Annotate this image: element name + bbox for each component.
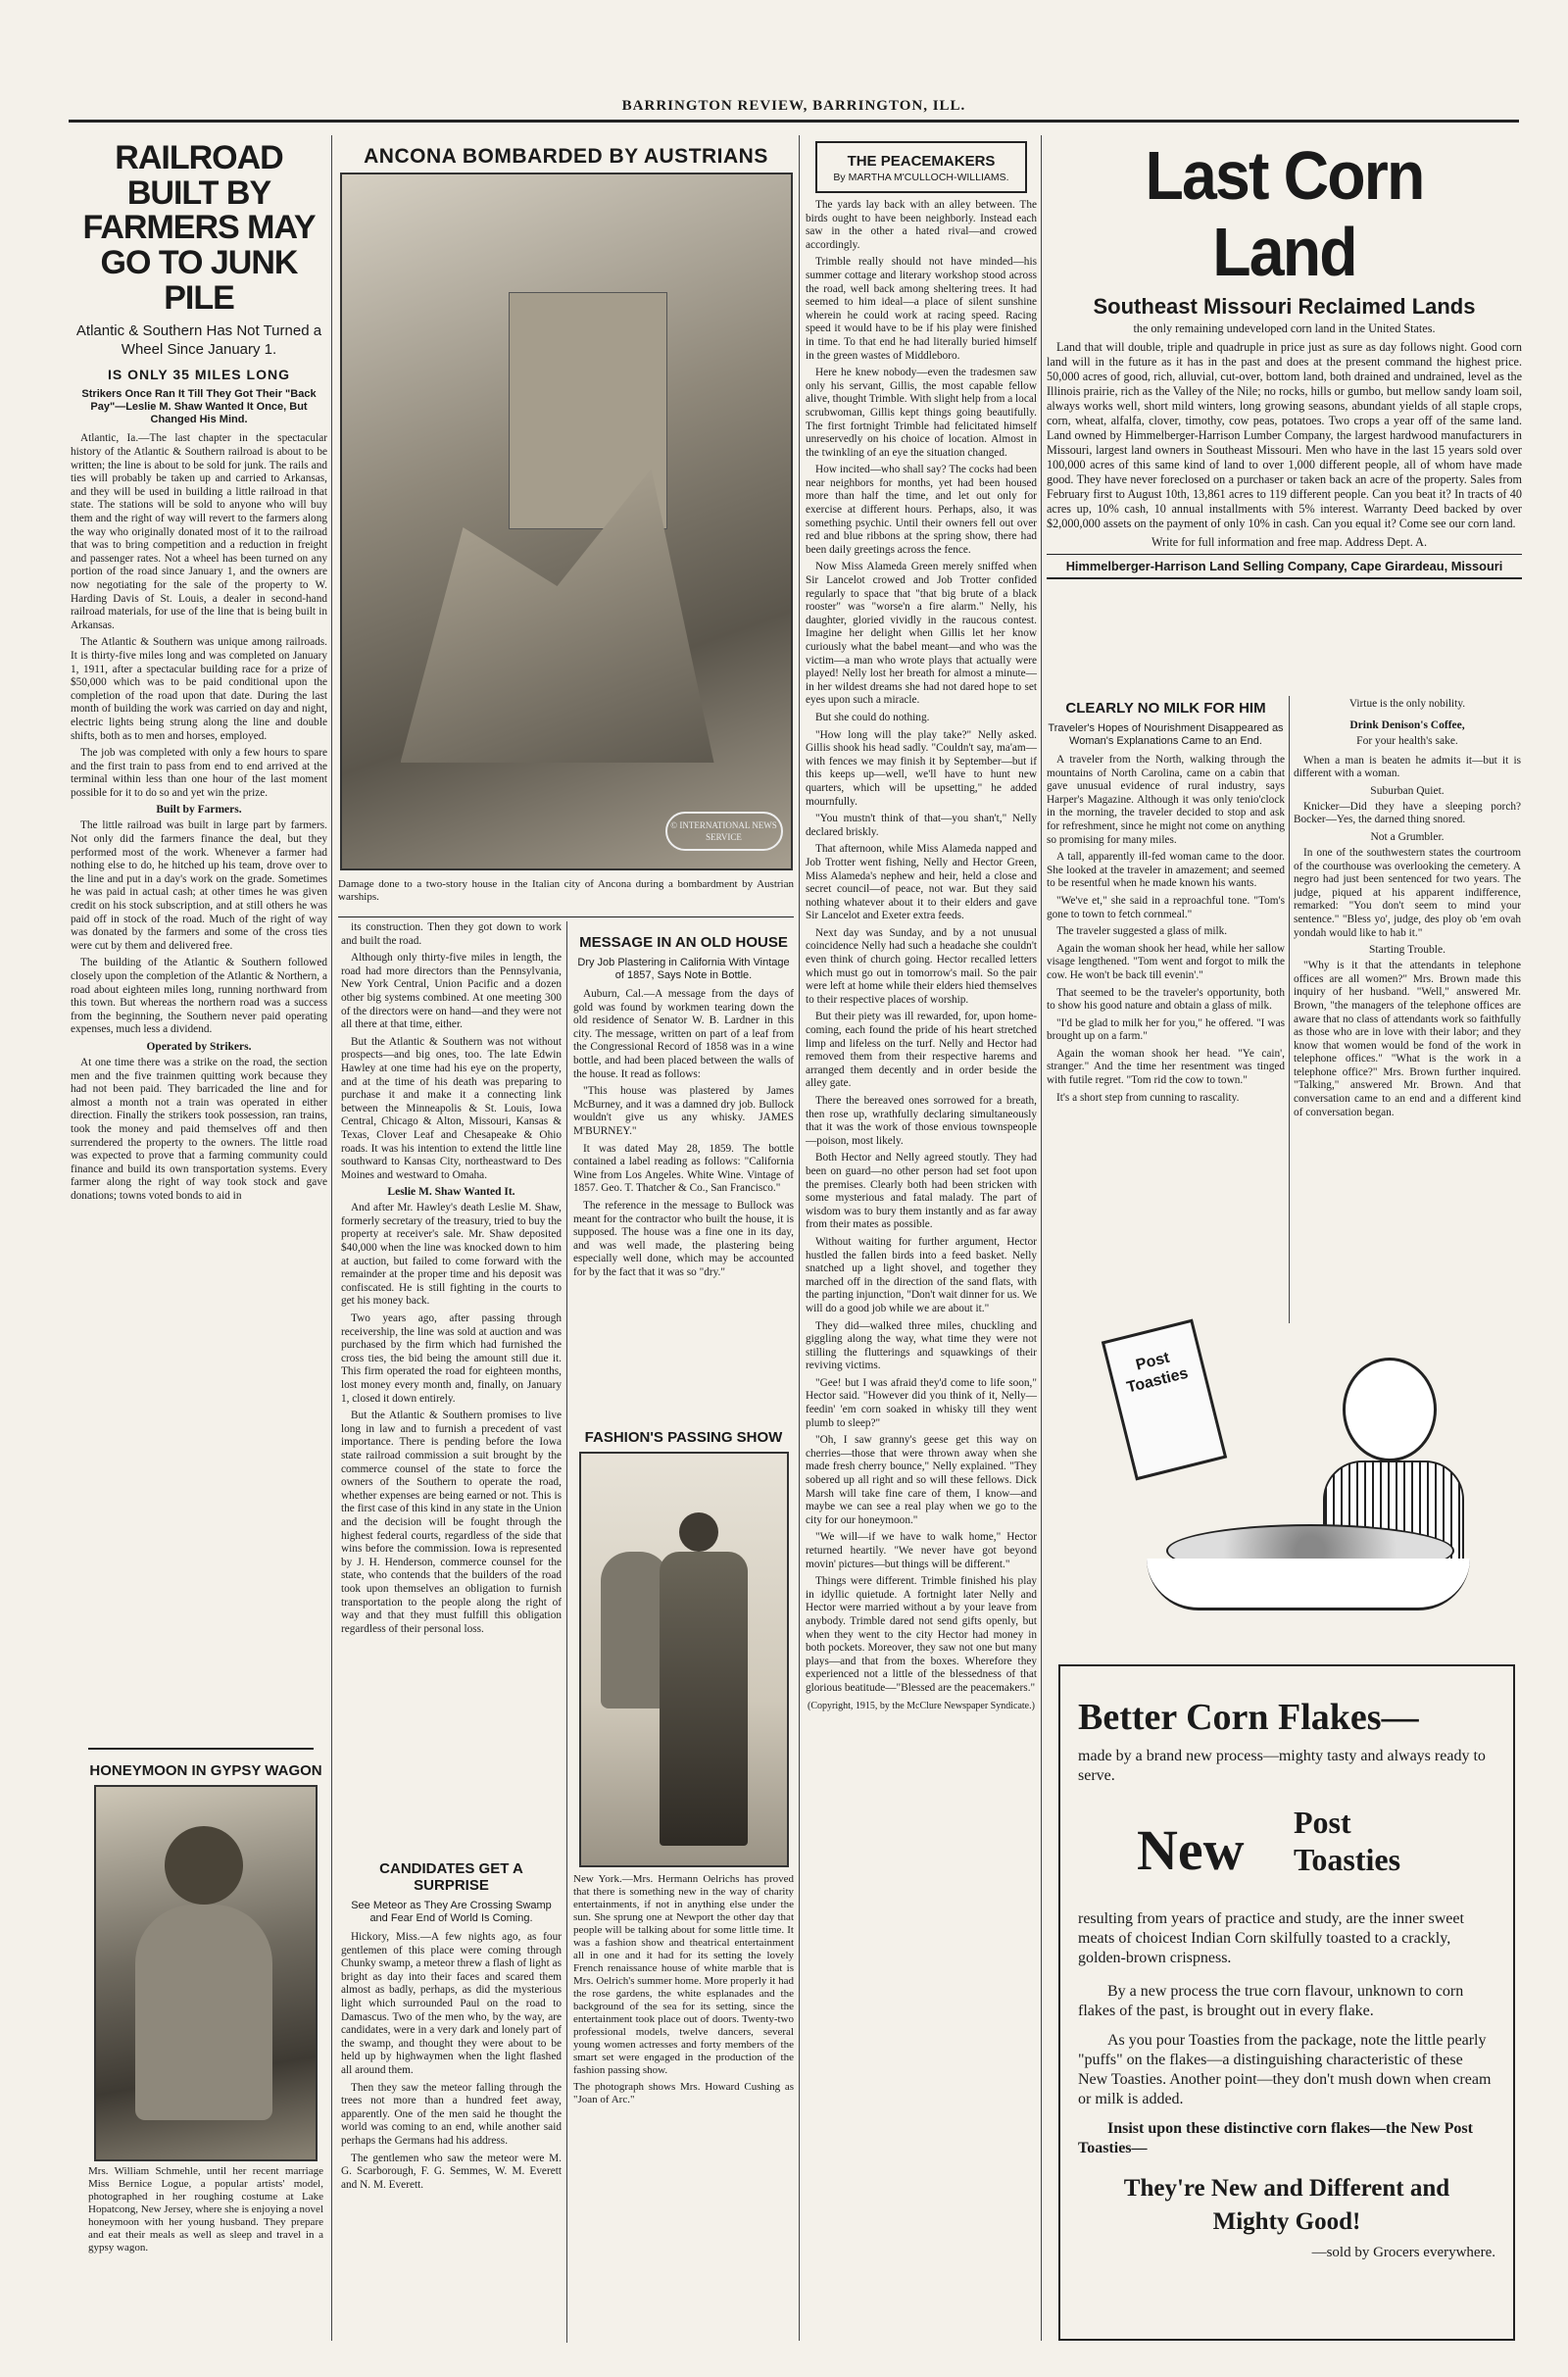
corn-land-ad xyxy=(1047,137,1522,691)
railroad-paragraph: The Atlantic & Southern was unique among railroads. It is thirty-five miles long and was completed on January 1, 1911, after a spectacular building race for a prize of $50,000 which was to be paid conditional upon the completion of the road upon that date. During the last month of building the work was carried on day and night, electric lights being strung along the line and double shifts, both as to men and horses, employed. xyxy=(71,636,327,742)
filler-quiet: Knicker—Did they have a sleeping porch? Bocker—Yes, the darned thing snored. xyxy=(1294,800,1521,826)
story-paragraph: Now Miss Alameda Green merely sniffed when Sir Lancelot crowed and Job Trotter confided regularly to space that "that big brute of a black rooster" was "worse'n a fire alarm." Nelly, his daughter, gloried vividly in the raucous contest. Imagine her delight when Gillis let her know curiously what the babel meant—and who was the victim—a man who wrote plays that actually were played! Nelly lost her breath for almost a minute—in her wildest dreams she had not dared hope to set eyes upon such a miracle. xyxy=(806,561,1037,707)
story-paragraph: "Gee! but I was afraid they'd come to life soon," Hector said. "However did you think of it, Nelly—feedin' 'em corn soaked in whisky till they went plumb to sleep?" xyxy=(806,1376,1037,1429)
railroad-paragraph: But the Atlantic & Southern promises to live long in law and to furnish a precedent of vast importance. There is pending before the Iowa state railroad commission a suit brought by the commerce counsel of the state to force the owners of the Southern to operate the road, whether expenses are being earned or not. This is the first case of this kind in any state in the Union and the decision will be fought through the highest federal courts, regardless of the side that wins before the commission. Iowa is represented by J. H. Henderson, commerce counsel for the state, who contends that the builders of the road took upon themselves an obligation to furnish transportation to the people along the right of way and that they must fulfill this obligation regardless of their personal loss. xyxy=(341,1410,562,1635)
honeymoon-article xyxy=(88,1755,323,2333)
candidates-deck: See Meteor as They Are Crossing Swamp and Fear End of World Is Coming. xyxy=(351,1900,552,1924)
corn-land-text: Land that will double, triple and quadruple in price just as sure as day follows night. Good corn land will in the future as it has in the past and does at the present command the highest price. 50,000 acres of good, rich, alluvial, cut-over, bottom land, both drained and undrained, level as the Illinois prairie, rich as the Valley of the Nile; no rocks, hills or gumbo, but mellow sandy loam soil, always works well, short mild winters, long growing seasons, abundant yields of all staple crops, corn, wheat, alfalfa, clover, timothy, cow peas, potatoes. Two crops a year off of the same land. Land owned by Himmelberger-Harrison Lumber Company, the largest hardwood manufacturers in Missouri, largest land owners in Southeast Missouri. Men who have in the last 15 years sold over 100,000 acres of this same kind of land to over 1,000 different people, all of whom have made good. They have never foreclosed on a purchaser or taken back an acre of the property. Sales from February first to August 10th, 13,861 acres to 119 different people. Can you beat it? In tracts of 40 acres up, 10% cash, 10 annual installments with 5% interest. Warranty Deed backed by over $2,000,000 assets on the payment of only 10% in cash. Can you equal it? Come see our corn land. xyxy=(1047,340,1522,530)
story-paragraph: Both Hector and Nelly agreed stoutly. They had been on guard—no other person had set foot upon the premises. Clearly both had been stricken with some mysterious and fatal malady. The part of wisdom was to bury them instantly and as far away from their mates as possible. xyxy=(806,1152,1037,1231)
masthead: BARRINGTON REVIEW, BARRINGTON, ILL. xyxy=(621,98,966,114)
story-paragraph: "Oh, I saw granny's geese get this way on cherries—those that were thrown away when she made fresh cherry bounce," Nelly explained. "They sobered up all right and so will these fellows. Dick Marsh will take fine care of them, I know—and maybe we can see a real play when we go to the city for our honeymoon." xyxy=(806,1434,1037,1526)
railroad-paragraph: At one time there was a strike on the road, the section men and the five trainmen quitting work because they had not been paid. They barricaded the line and for almost a month not a train was operated in either direction. Finally the strikers took possession, ran trains, took the money and paid themselves off and then surrendered the property to the owners. The little road was expected to prove that a farming community could finance and build its own transportation systems. Every farmer along the right of way took stock and gave donations; towns voted bonds to aid in xyxy=(71,1056,327,1202)
toasties-slogan: They're New and Different and Mighty Good! xyxy=(1123,2175,1450,2235)
story-paragraph: Here he knew nobody—even the tradesmen saw only his servant, Gillis, the most capable fellow alive, thought Trimble. With slight help from a local scrubwoman, Gillis kept things going beautifully. The first fortnight Trimble had felicitated himself unreservedly on his choice of location. Almost in the twinkling of an eye the situation changed. xyxy=(806,367,1037,459)
toasties-text: By a new process the true corn flavour, unknown to corn flakes of the past, is brought out in every flake. xyxy=(1078,1983,1464,2019)
story-paragraph: Things were different. Trimble finished his play in idyllic quietude. A fortnight later Nelly and Hector were married without a by your leave from anybody. Trimble dared not send gifts openly, but when they went to the city Hector had money in both pockets. Moreover, they saw not one but many plays—and that from the boxes. Wherefore they experienced not a little of the blessedness of that glorious beatitude—"Blessed are the peacemakers." xyxy=(806,1575,1037,1694)
railroad-paragraph: Although only thirty-five miles in length, the road had more directors than the Pennsylvania, New York Central, Union Pacific and a dozen other big systems combined. At one meeting 300 of the directors were on hand—and they were not all there at that time, either. xyxy=(341,952,562,1031)
coffee-ad-title: Drink Denison's Coffee, xyxy=(1349,718,1465,731)
railroad-subhead: Leslie M. Shaw Wanted It. xyxy=(387,1186,515,1199)
peacemakers-title-box xyxy=(815,141,1027,193)
railroad-headline: RAILROAD BUILT BY FARMERS MAY GO TO JUNK PILE xyxy=(82,139,316,317)
ancona-caption: Damage done to a two-story house in the Italian city of Ancona during a bombardment by Austrian warships. xyxy=(338,878,794,903)
toasties-brand-name: Post Toasties xyxy=(1294,1805,1401,1877)
candidates-article xyxy=(341,1853,562,2343)
railroad-subhead: Built by Farmers. xyxy=(156,804,242,817)
no-milk-paragraph: "We've et," she said in a reproachful tone. "Tom's gone to town to fetch cornmeal." xyxy=(1047,894,1285,920)
filler-title: Starting Trouble. xyxy=(1369,944,1446,957)
coffee-ad-subtitle: For your health's sake. xyxy=(1356,734,1458,747)
filler-title: Not a Grumbler. xyxy=(1370,830,1445,843)
honeymoon-headline: HONEYMOON IN GYPSY WAGON xyxy=(89,1762,322,1779)
no-milk-article xyxy=(1047,696,1285,1323)
railroad-article xyxy=(71,135,327,1743)
story-paragraph: Trimble really should not have minded—his summer cottage and literary workshop stood across the road, well back among sheltering trees. It had seemed to him ideal—a place of silent sunshine wherein he could work at racing speed. Racing speed it would have to be if his play were finished in time. To that end he had literally buried himself in the green wastes of Middleboro. xyxy=(806,256,1037,362)
story-paragraph: "How long will the play take?" Nelly asked. Gillis shook his head sadly. "Couldn't say, ma'am—with fences we may finish it by September—but if this keeps up—well, we'll have to hunt new quarters, which will be upsetting," he added mournfully. xyxy=(806,728,1037,808)
cereal-box-label: Post Toasties xyxy=(1125,1349,1191,1397)
portrait-head xyxy=(165,1826,243,1905)
column-rule xyxy=(566,921,567,2343)
peacemakers-headline: THE PEACEMAKERS xyxy=(847,153,996,170)
railroad-paragraph: its construction. Then they got down to work and built the road. xyxy=(341,921,562,947)
corn-land-subhead: Southeast Missouri Reclaimed Lands xyxy=(1093,294,1476,319)
old-house-deck: Dry Job Plastering in California With Vintage of 1857, Says Note in Bottle. xyxy=(577,957,790,981)
story-paragraph: But their piety was ill rewarded, for, upon home-coming, each found the pride of his heart stretched limp and lifeless on the turf. Nelly and Hector had removed them from their respective harems and arranged them decently and in order beside the alley gate. xyxy=(806,1011,1037,1090)
no-milk-paragraph: Again the woman shook her head, while her sallow visage lengthened. "Tom went and forgot to milk the cow. He won't be back till evenin'." xyxy=(1047,942,1285,981)
column-rule xyxy=(799,135,800,2341)
filler-grumbler: In one of the southwestern states the courtroom of the courthouse was overlooking the cemetery. A negro had just been sentenced for two years. The judge, piqued at his apparent indifference, remarked: "You don't seem to mind your sentence." "Bless yo', judge, des ploy ob 'em ovah yondah would like to hab it." xyxy=(1294,846,1521,939)
fashion-caption: New York.—Mrs. Hermann Oelrichs has proved that there is something new in the way of charity entertainments, if not in anything else under the sun. She sprung one at Newport the other day that people will be talking about for some little time. It was a fashion show and theatrical entertainment all in one and it had for its setting the lovely French renaissance house of white marble that is Mrs. Oelrich's summer home. More properly it had the rose gardens, the white esplanades and the background of the sea for its setting, since the entertainment took place out of doors. Twenty-two professional models, twelve dancers, several young women actresses and forty members of the smart set were engaged in the production of the fashion passing show. xyxy=(573,1873,794,2076)
no-milk-headline: CLEARLY NO MILK FOR HIM xyxy=(1065,700,1266,717)
railroad-paragraph: The little railroad was built in large part by farmers. Not only did the farmers finance the deal, but they performed most of the work. Whenever a farmer had nothing else to do, he hitched up his team, drove over to the line and put in a day's work on the grade. Sometimes he was paid in actual cash; at other times he was given credit on his stock subscription, and at still others he was paid off in stock of the road. Much of the right of way was donated by the farmers and some of the cross ties were cut by them and delivered free. xyxy=(71,819,327,952)
corn-land-company: Himmelberger-Harrison Land Selling Company, Cape Girardeau, Missouri xyxy=(1047,554,1522,579)
column-rule xyxy=(1289,696,1290,1323)
fashion-article xyxy=(573,1421,794,2343)
story-paragraph: "You mustn't think of that—you shan't," Nelly declared briskly. xyxy=(806,813,1037,838)
toasties-text: As you pour Toasties from the package, note the little pearly "puffs" on the flakes—a distinguishing characteristic of these New Toasties. Another point—they don't mush down when cream or milk is added. xyxy=(1078,2032,1492,2107)
story-paragraph: The yards lay back with an alley between. The birds ought to have been neighborly. Instead each saw in the other a hated rival—and crowed accordingly. xyxy=(806,199,1037,251)
story-paragraph: "We will—if we have to walk home," Hector returned heartily. "We never have got beyond movin' pictures—but things will be different." xyxy=(806,1531,1037,1570)
fashion-headline: FASHION'S PASSING SHOW xyxy=(584,1429,783,1446)
honeymoon-caption: Mrs. William Schmehle, until her recent marriage Miss Bernice Logue, a popular artists' model, photographed in her roughing costume at Lake Hopatcong, New Jersey, where she is enjoying a novel honeymoon with her young husband. They prepare and eat their meals as well as sleep and travel in a gypsy wagon. xyxy=(88,2165,323,2253)
candidates-paragraph: Then they saw the meteor falling through the trees not more than a hundred feet away, apparently. One of the men said he thought the world was coming to an end, while another said perhaps the Germans had his address. xyxy=(341,2081,562,2147)
filler-nobility: Virtue is the only nobility. xyxy=(1348,698,1466,710)
fillers-column xyxy=(1294,698,1521,1325)
toasties-brand-block xyxy=(1078,1798,1495,1896)
corn-land-text: the only remaining undeveloped corn land in the United States. xyxy=(1133,322,1436,335)
railroad-paragraph: The job was completed with only a few hours to spare and the first train to pass from end to end arrived at the terminal within less than one hour of the last moment possible for it to do so and yet win the prize. xyxy=(71,747,327,799)
no-milk-paragraph: It's a short step from cunning to rascality. xyxy=(1056,1091,1240,1104)
railroad-paragraph: Atlantic, Ia.—The last chapter in the spectacular history of the Atlantic & Southern railroad is about to be written; the line is about to be sold for junk. The rails and ties will probably be taken up and carried to Arkansas, and they will be used in building a little railroad in that state. The stations will be sold to anyone who will buy them and the right of way will revert to the farmers along the way who originally donated most of it to the railroad that was to bring competition and a reduction in freight and passenger rates. Not a wheel has been turned on any portion of the road since January 1, and the owners are now negotiating for the sale of the property to W. Harding Davis of St. Louis, a dealer in second-hand railroad materials, for use of the line that is being built in Arkansas. xyxy=(71,432,327,631)
railroad-paragraph: But the Atlantic & Southern was not without prospects—and big ones, too. The late Edwin Hawley at one time had his eye on the property, and at the time of his death was preparing to purchase it and make it a connecting link between the Minneapolis & St. Louis, Iowa Central, Chicago & Alton, Missouri, Kansas & Texas, Clover Leaf and Chesapeake & Ohio roads. It was his intention to extend the little line southward to Kansas City, northeastward to Des Moines and westward to Omaha. xyxy=(341,1035,562,1181)
railroad-paragraph: The building of the Atlantic & Southern followed closely upon the completion of the Atlantic & Northern, a road about eighteen miles long, running northward from this town. But whereas the northern road was a success from the beginning, the Southern never paid operating expenses, much less a dividend. xyxy=(71,957,327,1036)
no-milk-paragraph: A traveler from the North, walking through the mountains of North Carolina, came on a cabin that gave unusual evidence of rural industry, says Harper's Magazine. Although it was only tenio'clock in the morning, the traveler decided to stop and ask for refreshment, since he might not come on anything so promising for many miles. xyxy=(1047,754,1285,846)
toasties-text: made by a brand new process—mighty tasty and always ready to serve. xyxy=(1078,1748,1486,1784)
boy-head xyxy=(1343,1358,1437,1461)
old-house-article xyxy=(573,926,794,1387)
divider xyxy=(88,1748,314,1750)
ancona-article xyxy=(338,137,794,916)
toasties-new-word: New xyxy=(1137,1818,1245,1882)
candidates-paragraph: Hickory, Miss.—A few nights ago, as four gentlemen of this place were coming through Chunky swamp, a meteor threw a flash of light as bright as day into their faces and scared them almost as badly, perhaps, as did the mysterious light which surrounded Paul on the road to Damascus. Two of the men who, by the way, are candidates, were in a very dark and lonely part of the swamp, and thought they were about to be held up by highwaymen when the light flashed all around them. xyxy=(341,1931,562,2076)
candidates-paragraph: The gentlemen who saw the meteor were M. G. Scarborough, F. G. Semmes, W. M. Everett and N. M. Everett. xyxy=(341,2152,562,2191)
toasties-headline: Better Corn Flakes— xyxy=(1078,1697,1419,1738)
toasties-sold-line: —sold by Grocers everywhere. xyxy=(1311,2245,1495,2260)
rider-head xyxy=(679,1512,718,1552)
ancona-headline: ANCONA BOMBARDED BY AUSTRIANS xyxy=(364,145,768,168)
fashion-photo xyxy=(579,1452,789,1867)
story-paragraph: Next day was Sunday, and by a not unusual coincidence Nelly had such a headache she couldn't even think of church going. Hector recalled letters which must go out in tomorrow's mail. So the pair were left at home while their elders hied themselves to their respective places of worship. xyxy=(806,926,1037,1006)
rider-dress xyxy=(660,1552,748,1846)
no-milk-paragraph: That seemed to be the traveler's opportunity, both to show his good nature and obtain a glass of milk. xyxy=(1047,986,1285,1013)
no-milk-deck: Traveler's Hopes of Nourishment Disappeared as Woman's Explanations Came to an End. xyxy=(1048,722,1284,747)
toasties-text: Insist upon these distinctive corn flakes—the New Post Toasties— xyxy=(1078,2120,1473,2156)
railroad-subhead: Operated by Strikers. xyxy=(146,1040,252,1053)
copyright-line: (Copyright, 1915, by the McClure Newspaper Syndicate.) xyxy=(808,1700,1035,1711)
story-paragraph: Without waiting for further argument, Hector hustled the fallen birds into a feed basket. Nelly snatched up a light shovel, and together they marched off in the direction of the sand flats, with the parting injunction, "Don't wait dinner for us. We will do a good job while we are about it." xyxy=(806,1235,1037,1314)
railroad-continued xyxy=(341,921,562,1862)
toasties-ad xyxy=(1058,1664,1515,2341)
railroad-paragraph: And after Mr. Hawley's death Leslie M. Shaw, formerly secretary of the treasury, tried to buy the property at receiver's sale. Mr. Shaw deposited $40,000 when the line was knocked down to him at auction, but failed to come forward with the remainder at the proper time and his deposit was confiscated. He is still fighting in the courts to get his money back. xyxy=(341,1202,562,1308)
corn-land-text: Write for full information and free map. Address Dept. A. xyxy=(1151,535,1428,549)
no-milk-paragraph: A tall, apparently ill-fed woman came to the door. She looked at the traveler in amazement; and seemed to be resentful when he made known his wants. xyxy=(1047,851,1285,890)
railroad-deck: Atlantic & Southern Has Not Turned a Wheel Since January 1. xyxy=(75,322,322,359)
ancona-photo xyxy=(340,173,793,870)
fashion-photo-note: The photograph shows Mrs. Howard Cushing as "Joan of Arc." xyxy=(573,2081,794,2105)
no-milk-paragraph: "I'd be glad to milk her for you," he offered. "I was brought up on a farm." xyxy=(1047,1016,1285,1043)
story-paragraph: They did—walked three miles, chuckling and giggling along the way, what time they were not stilling the flutterings and squawkings of their reviving victims. xyxy=(806,1319,1037,1372)
old-house-paragraph: The reference in the message to Bullock was meant for the contractor who built the house, it is supposed. The house was a fine one in its day, and was well made, the plastering being especially well done, which may be accounted for by the fact that it was so "dry." xyxy=(573,1199,794,1278)
portrait-body xyxy=(135,1905,272,2120)
railroad-deck-2: IS ONLY 35 MILES LONG xyxy=(108,367,290,383)
old-house-paragraph: It was dated May 28, 1859. The bottle contained a label reading as follows: "California Wine from Los Angeles. White Wine. Vintage of 1857. Geo. T. Thatcher & Co., San Francisco." xyxy=(573,1142,794,1195)
divider xyxy=(338,916,794,917)
story-paragraph: How incited—who shall say? The cocks had been near neighbors for months, yet had been housed more than half the time, and let out only for exercise at different hours. Perhaps, also, it was something psychic. Until their owners fell out over red and blue ribbons at the spring show, there had been daily greetings across the fence. xyxy=(806,464,1037,556)
railroad-deck-3: Strikers Once Ran It Till They Got Their "Back Pay"—Leslie M. Shaw Wanted It Once, But Changed His Mind. xyxy=(81,388,317,426)
story-paragraph: There the bereaved ones sorrowed for a breath, then rose up, wrathfully declaring simultaneously that it was the work of those envious townspeople—poison, most likely. xyxy=(806,1095,1037,1147)
peacemakers-story xyxy=(806,137,1037,2343)
candidates-headline: CANDIDATES GET A SURPRISE xyxy=(379,1860,523,1894)
filler-trouble: "Why is it that the attendants in telephone offices are all women?" Mrs. Brown made this inquiry of her husband. "Well," answered Mr. Brown, "the managers of the telephone offices are aware that no class of attendants work so faithfully as those who are in love with their labor; and they know that women would be fond of the work in telephone offices." "What is the work in a telephone office?" Mrs. Brown further inquired. "Talking," answered Mr. Brown. And that conversation came to an end and a different kind of conversation began. xyxy=(1294,960,1521,1118)
old-house-headline: MESSAGE IN AN OLD HOUSE xyxy=(579,934,788,951)
old-house-paragraph: Auburn, Cal.—A message from the days of gold was found by workmen tearing down the old residence of Senator W. B. Lardner in this city. The message, written on part of a leaf from the Congressional Record of 1858 was in a wine bottle, and had been placed between the walls of the house. It read as follows: xyxy=(573,988,794,1080)
railroad-paragraph: Two years ago, after passing through receivership, the line was sold at auction and was purchased by the firm which had furnished the cross ties, the bid being the amount still due it. This firm operated the road for eighteen months, lost money every month and, finally, on January 1, closed it down entirely. xyxy=(341,1312,562,1405)
cereal-box xyxy=(1102,1319,1227,1481)
photo-credit: © INTERNATIONAL NEWS SERVICE xyxy=(665,812,783,851)
corn-land-headline: Last Corn Land xyxy=(1145,137,1424,290)
filler-title: Suburban Quiet. xyxy=(1370,784,1445,797)
no-milk-paragraph: Again the woman shook her head. "Ye cain', stranger." And the time her resentment was tinged with futile regret. "Tom rid the cow to town." xyxy=(1047,1047,1285,1087)
peacemakers-byline: By MARTHA M'CULLOCH-WILLIAMS. xyxy=(833,172,1009,183)
toasties-illustration xyxy=(1049,1318,1519,1661)
story-paragraph: That afternoon, while Miss Alameda napped and Job Trotter went fishing, Nelly and Hector Green, Miss Alameda's nephew and heir, held a close and secret council—of peace, not war. But they said nothing whatever about it to their elders and gave Sir Lancelot and Exeter extra feeds. xyxy=(806,843,1037,922)
story-paragraph: But she could do nothing. xyxy=(815,711,930,723)
cereal-bowl xyxy=(1147,1559,1470,1610)
masthead-rule xyxy=(69,120,1519,123)
column-rule xyxy=(331,135,332,2341)
honeymoon-photo xyxy=(94,1785,318,2161)
filler-beaten: When a man is beaten he admits it—but it is different with a woman. xyxy=(1294,754,1521,780)
column-rule xyxy=(1041,135,1042,2341)
toasties-text: resulting from years of practice and study, are the inner sweet meats of choicest Indian Corn skilfully toasted to a crackly, golden-brown crispness. xyxy=(1078,1910,1464,1966)
no-milk-paragraph: The traveler suggested a glass of milk. xyxy=(1056,925,1228,938)
old-house-paragraph: "This house was plastered by James McBurney, and it was a damned dry job. Bullock wouldn't give us any whisky. JAMES M'BURNEY." xyxy=(573,1085,794,1137)
